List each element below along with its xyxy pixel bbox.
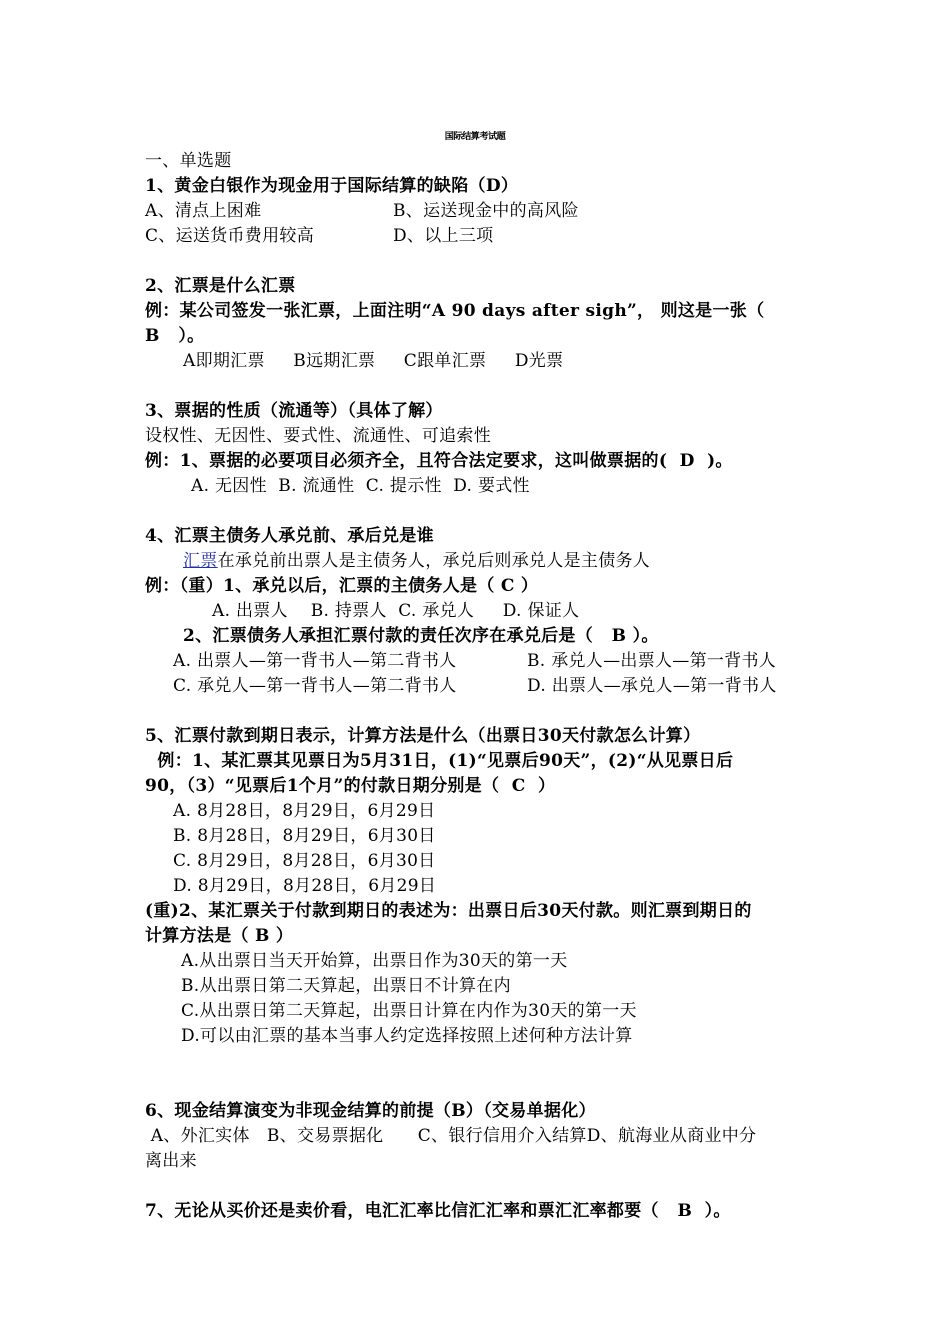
question-6-heading: 6、现金结算演变为非现金结算的前提（B）（交易单据化） bbox=[145, 1101, 596, 1121]
question-2-options: A即期汇票 B远期汇票 C跟单汇票 D光票 bbox=[183, 351, 564, 371]
section-heading-single-choice: 一、单选题 bbox=[145, 151, 232, 171]
question-3-options: A. 无因性 B. 流通性 C. 提示性 D. 要式性 bbox=[191, 476, 530, 496]
question-3-heading: 3、票据的性质（流通等）（具体了解） bbox=[145, 401, 443, 421]
question-5-example-1-option-d: D. 8月29日，8月28日，6月29日 bbox=[173, 876, 437, 896]
question-5-example-1-option-a: A. 8月28日，8月29日，6月29日 bbox=[173, 801, 436, 821]
question-2-heading: 2、汇票是什么汇票 bbox=[145, 276, 296, 296]
question-5-example-1-option-c: C. 8月29日，8月28日，6月30日 bbox=[173, 851, 436, 871]
question-5-example-2-option-a: A.从出票日当天开始算，出票日作为30天的第一天 bbox=[181, 951, 568, 971]
question-3-body: 设权性、无因性、要式性、流通性、可追索性 bbox=[145, 426, 491, 446]
question-1-option-b: B、运送现金中的高风险 bbox=[393, 201, 579, 221]
question-4-heading: 4、汇票主债务人承兑前、承后兑是谁 bbox=[145, 526, 434, 546]
bill-of-exchange-link[interactable]: 汇票 bbox=[183, 551, 218, 571]
question-4-body bbox=[183, 549, 650, 574]
question-4-example-2: 2、汇票债务人承担汇票付款的责任次序在承兑后是（ B ）。 bbox=[183, 626, 659, 646]
question-1-option-c: C、运送货币费用较高 bbox=[145, 226, 315, 246]
question-6-options-line-2: 离出来 bbox=[145, 1151, 197, 1171]
question-4-example-2-option-b: B. 承兑人—出票人—第一背书人 bbox=[527, 651, 777, 671]
question-1-heading: 1、黄金白银作为现金用于国际结算的缺陷（D） bbox=[145, 176, 519, 196]
question-5-example-2-option-d: D.可以由汇票的基本当事人约定选择按照上述何种方法计算 bbox=[181, 1026, 633, 1046]
question-1-option-d: D、以上三项 bbox=[393, 226, 494, 246]
question-7-heading: 7、无论从买价还是卖价看，电汇汇率比信汇汇率和票汇汇率都要（ B ）。 bbox=[145, 1201, 731, 1221]
question-6-options-line-1: A、外汇实体 B、交易票据化 C、银行信用介入结算D、航海业从商业中分 bbox=[145, 1126, 757, 1146]
question-4-example-2-option-a: A. 出票人—第一背书人—第二背书人 bbox=[173, 651, 457, 671]
question-5-example-1-option-b: B. 8月28日，8月29日，6月30日 bbox=[173, 826, 436, 846]
question-5-example-2-option-b: B.从出票日第二天算起，出票日不计算在内 bbox=[181, 976, 511, 996]
question-5-example-2-option-c: C.从出票日第二天算起，出票日计算在内作为30天的第一天 bbox=[181, 1001, 637, 1021]
question-2-example-line-2: B ）。 bbox=[145, 326, 205, 346]
page-title: 国际结算考试题 bbox=[444, 131, 506, 142]
question-5-example-1-line-2: 90，（3）“见票后1个月”的付款日期分别是（ C ） bbox=[145, 776, 556, 796]
question-4-example-1-options: A. 出票人 B. 持票人 C. 承兑人 D. 保证人 bbox=[212, 601, 580, 621]
question-4-example-2-option-d: D. 出票人—承兑人—第一背书人 bbox=[527, 676, 777, 696]
question-4-example-2-option-c: C. 承兑人—第一背书人—第二背书人 bbox=[173, 676, 457, 696]
question-1-option-a: A、清点上困难 bbox=[145, 201, 262, 221]
question-5-example-2-line-1: (重)2、某汇票关于付款到期日的表述为：出票日后30天付款。则汇票到期日的 bbox=[145, 901, 752, 921]
question-4-body-text: 在承兑前出票人是主债务人，承兑后则承兑人是主债务人 bbox=[217, 551, 651, 571]
question-5-example-1-line-1: 例：1、某汇票其见票日为5月31日，(1)“见票后90天”，(2)“从见票日后 bbox=[145, 751, 734, 771]
question-3-example: 例：1、票据的必要项目必须齐全，且符合法定要求，这叫做票据的( D )。 bbox=[145, 451, 733, 471]
question-4-example-1: 例：（重）1、承兑以后，汇票的主债务人是（ C ） bbox=[145, 576, 539, 596]
question-5-example-2-line-2: 计算方法是（ B ） bbox=[145, 926, 294, 946]
question-5-heading: 5、汇票付款到期日表示，计算方法是什么（出票日30天付款怎么计算） bbox=[145, 726, 701, 746]
question-2-example-line-1: 例：某公司签发一张汇票，上面注明“A 90 days after sigh”， 则这是一张（ bbox=[145, 301, 765, 321]
